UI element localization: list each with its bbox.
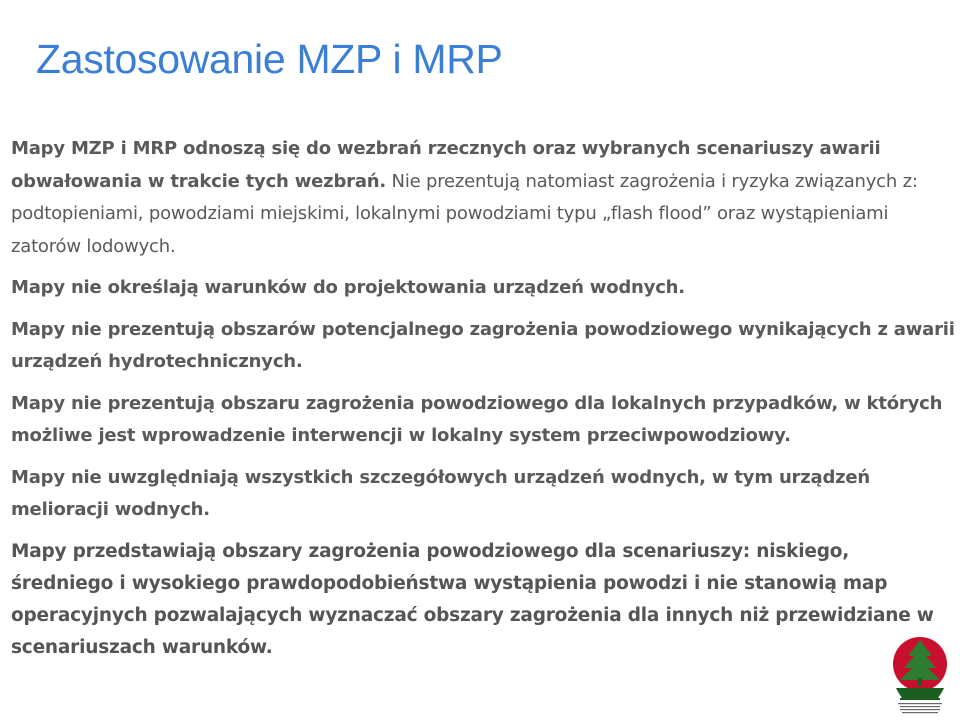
slide-title: Zastosowanie MZP i MRP xyxy=(36,36,503,82)
paragraph-scope-rest: Nie prezentują natomiast zagrożenia i ryzyka związanych z: podtopieniami, powodziami miejskimi, lokalnymi powodziami typu „flash flood” oraz wystąpieniami zatorów lodowych. xyxy=(11,170,918,257)
paragraph-local-intervention: Mapy nie prezentują obszaru zagrożenia powodziowego dla lokalnych przypadków, w których możliwe jest wprowadzenie interwencji w lokalny system przeciwpowodziowy. xyxy=(11,392,943,446)
paragraph-scope-bold: Mapy MZP i MRP odnoszą się do wezbrań rzecznych oraz wybranych scenariuszy awarii obwałowania w trakcie tych wezbrań. xyxy=(11,138,881,192)
paragraph-scenarios: Mapy przedstawiają obszary zagrożenia powodziowego dla scenariuszy: niskiego, średniego i wysokiego prawdopodobieństwa wystąpienia powodzi i nie stanowią map operacyjnych pozwalających wyznaczać obszary zagrożenia dla innych niż przewidziane w scenariuszach warunków. xyxy=(11,540,934,658)
slide-body xyxy=(11,133,956,673)
paragraph-design-conditions: Mapy nie określają warunków do projektowania urządzeń wodnych. xyxy=(11,277,685,298)
paragraph-water-devices: Mapy nie uwzględniają wszystkich szczegółowych urządzeń wodnych, w tym urządzeń melioracji wodnych. xyxy=(11,466,871,520)
paragraph-scope xyxy=(11,133,956,263)
paragraph-hydrotechnical-failure: Mapy nie prezentują obszarów potencjalnego zagrożenia powodziowego wynikających z awarii urządzeń hydrotechnicznych. xyxy=(11,318,955,372)
tree-emblem-icon xyxy=(888,634,952,718)
